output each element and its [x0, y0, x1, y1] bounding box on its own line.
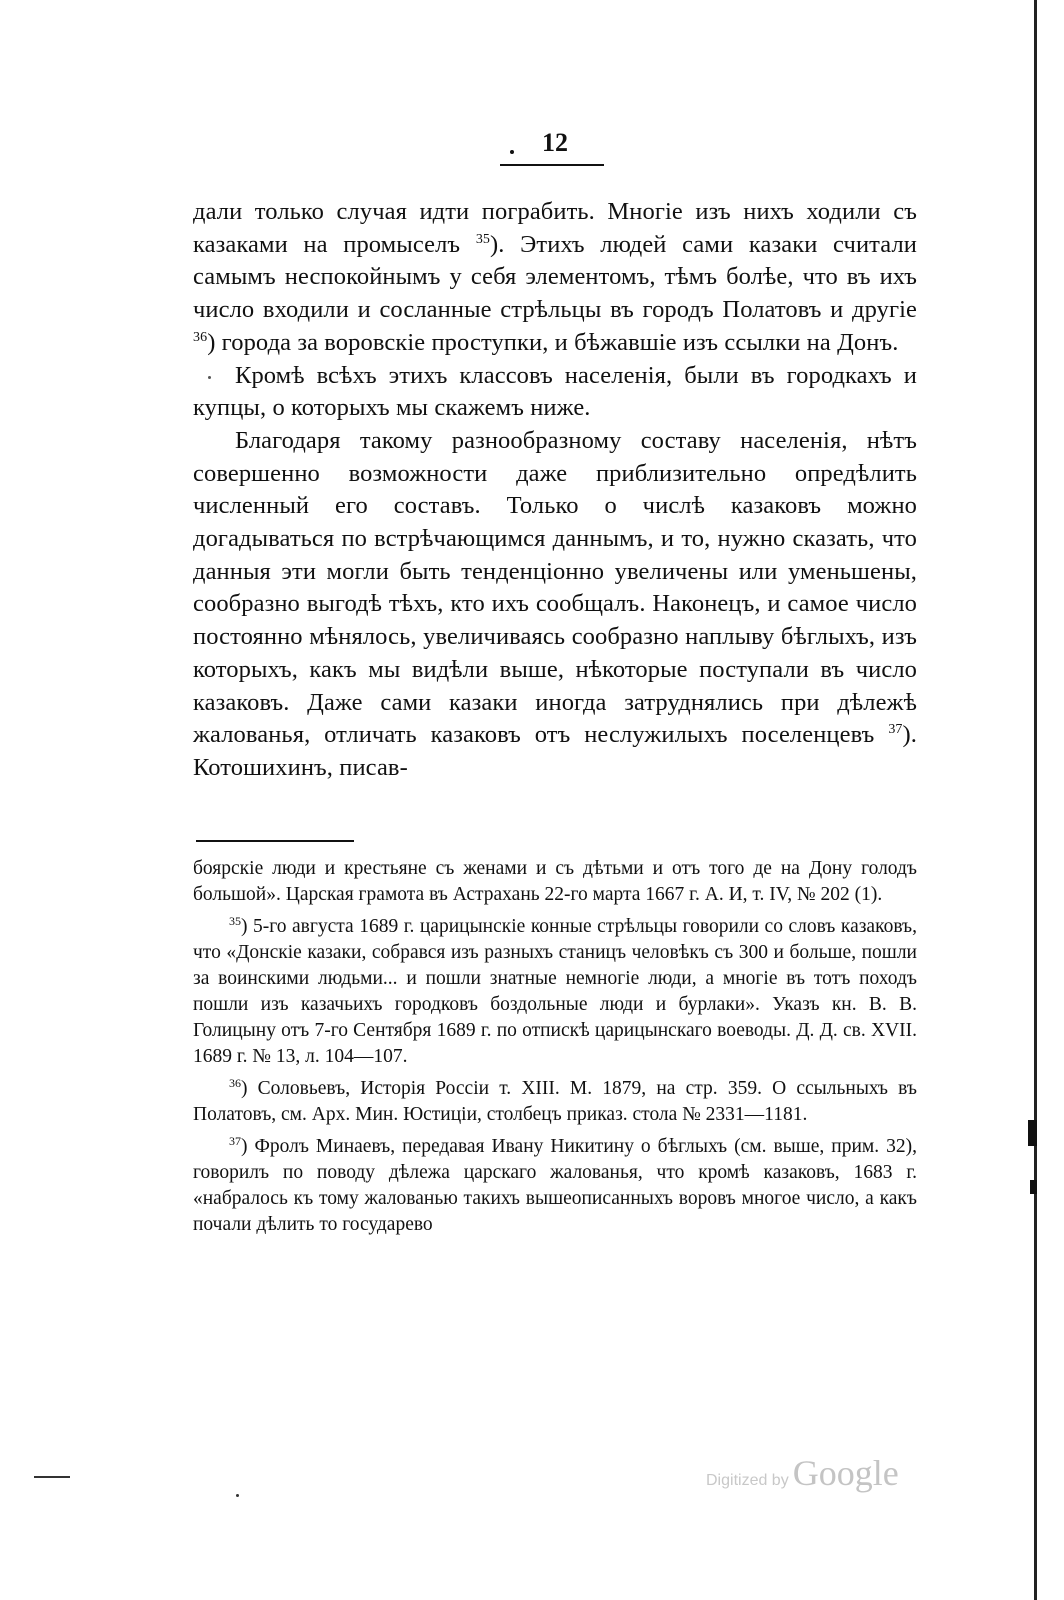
- footnote-separator: [196, 840, 354, 842]
- text-run: ). Этихъ людей сами казаки считали самымъ неспокойнымъ у себя элементомъ, тѣмъ болѣе, что въ ихъ число входили и сосланные стрѣльцы въ городъ Полатовъ и другіе: [193, 230, 917, 324]
- watermark-prefix: Digitized by: [706, 1472, 789, 1489]
- footnote-text: ) Фролъ Минаевъ, передавая Ивану Никитину о бѣглыхъ (см. выше, прим. 32), говорилъ по поводу дѣлежа царскаго жалованья, что кромѣ казаковъ, 1683 г. «набралось къ тому жалованью такихъ вышеописанныхъ воровъ многое число, а какъ почали дѣлить то государево: [193, 1136, 917, 1235]
- footnote-text: ) Соловьевъ, Исторія Россіи т. XIII. М. 1879, на стр. 359. О ссыльныхъ въ Полатовъ, см. Арх. Мин. Юстиціи, столбецъ приказ. стола № 2331—1181.: [193, 1078, 917, 1125]
- text-run: ). Котошихинъ, писав-: [193, 721, 917, 781]
- footnote-ref: 36: [193, 329, 208, 345]
- text-run: дали только случая идти пограбить. Многіе изъ нихъ ходили съ казаками на промыселъ: [193, 198, 917, 258]
- text-run: Благодаря такому разнообразному составу населенія, нѣтъ совершенно возможности даже приблизительно опредѣлить численный его составъ. Только о числѣ казаковъ можно догадываться по встрѣчающимся даннымъ, и то, нужно сказать, что данныя эти могли быть тенденціонно увеличены или уменьшены, сообразно выгодѣ тѣхъ, кто ихъ сообщалъ. Наконецъ, и самое число постоянно мѣнялось, увеличиваясь сообразно наплыву бѣглыхъ, изъ которыхъ, какъ мы видѣли выше, нѣкоторые поступали въ число казаковъ. Даже сами казаки иногда затруднялись при дѣлежѣ жалованья, отличать казаковъ отъ неслужилыхъ поселенцевъ: [193, 426, 917, 749]
- paragraph: [193, 425, 917, 785]
- footnotes: [193, 856, 917, 1244]
- footnote-number: 36: [229, 1076, 241, 1090]
- page-header: [500, 128, 610, 160]
- paragraph: Кромѣ всѣхъ этихъ классовъ населенія, были въ городкахъ и купцы, о которыхъ мы скажемъ ниже.: [193, 361, 917, 422]
- footnote-35: [193, 914, 917, 1070]
- footnote-ref: 37: [888, 722, 903, 738]
- footnote-36: [193, 1076, 917, 1128]
- header-rule: [500, 164, 604, 166]
- footnote-continuation: боярскіе люди и крестьяне съ женами и съ дѣтьми и отъ того де на Дону голодъ большой». Царская грамота въ Астрахань 22-го марта 1667 г. А. И, т. IV, № 202 (1).: [193, 858, 917, 905]
- footnote-number: 37: [229, 1134, 241, 1148]
- paragraph: [193, 196, 917, 360]
- page-edge-line: [1034, 0, 1037, 1600]
- footnote-number: 35: [229, 914, 241, 928]
- text-run: ) города за воровскіе проступки, и бѣжавшіе изъ ссылки на Донъ.: [207, 328, 899, 356]
- footnote-37: [193, 1134, 917, 1238]
- google-logo: Google: [792, 1453, 899, 1493]
- scan-blot: [1030, 1180, 1037, 1194]
- header-tick-mark: [510, 150, 514, 154]
- main-text: [193, 196, 917, 785]
- scan-speck: [236, 1494, 239, 1497]
- footnote-text: ) 5-го августа 1689 г. царицынскіе конные стрѣльцы говорили со словъ казаковъ, что «Донскіе казаки, собрався изъ разныхъ станицъ человѣкъ съ 300 и больше, пошли за воинскими людьми... и пошли знатные немногіе люди, а многіе въ тотъ походъ пошли изъ казачьихъ городковъ боздольные люди и бурлаки». Указъ кн. В. В. Голицыну отъ 7-го Сентября 1689 г. по отпискѣ царицынскаго воеводы. Д. Д. св. XVII. 1689 г. № 13, л. 104—107.: [193, 916, 917, 1067]
- footnote-ref: 35: [475, 231, 491, 247]
- page-number: 12: [542, 128, 568, 157]
- scan-blot: [1028, 1120, 1037, 1146]
- digitized-watermark: [706, 1452, 899, 1492]
- scan-margin-mark: [34, 1476, 70, 1478]
